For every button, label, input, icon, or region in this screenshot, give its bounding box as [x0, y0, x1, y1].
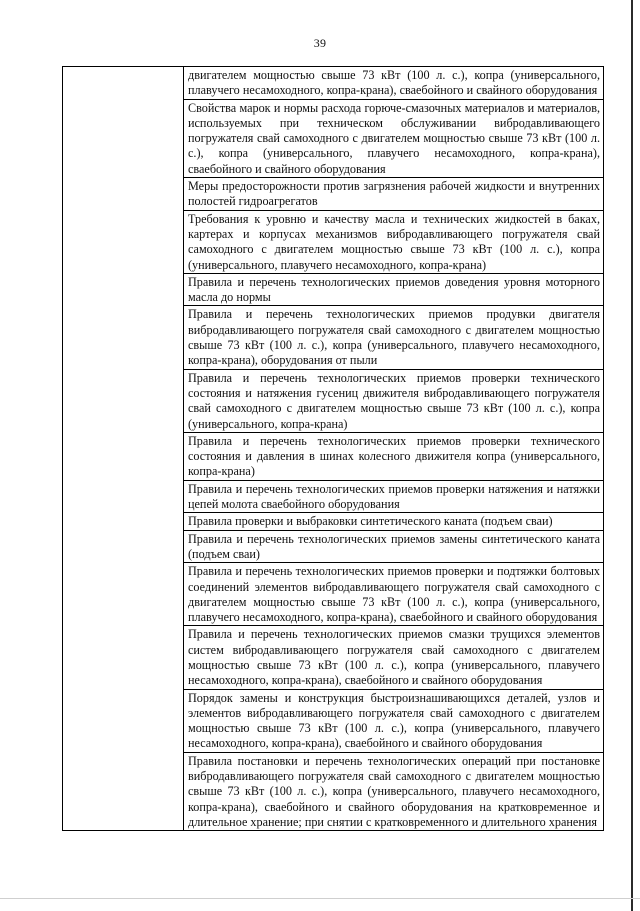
- requirements-table: [62, 66, 604, 831]
- table-row-item: Правила и перечень технологических приемов замены синтетического каната (подъем сваи): [184, 531, 603, 564]
- table-row-item: Правила и перечень технологических приемов проверки и подтяжки болтовых соединений элементов вибродавливающего погружателя свай самоходного с двигателем мощностью свыше 73 кВт (100 л. с.), копра (универсального, плавучего несамоходного, копра-крана), сваебойного и свайного оборудования: [184, 563, 603, 626]
- table-row-item: Правила проверки и выбраковки синтетического каната (подъем сваи): [184, 513, 603, 530]
- table-row-item: Порядок замены и конструкция быстроизнашивающихся деталей, узлов и элементов вибродавливающего погружателя свай самоходного с двигателем мощностью свыше 73 кВт (100 л. с.), копра (универсального, плавучего несамоходного, копра-крана), сваебойного и свайного оборудования: [184, 690, 603, 753]
- table-row-item: Правила и перечень технологических приемов проверки технического состояния и натяжения гусениц движителя вибродавливающего погружателя свай самоходного с двигателем мощностью свыше 73 кВт (100 л. с.), копра (универсального, копра-крана): [184, 370, 603, 433]
- table-row: [63, 67, 604, 831]
- table-row-item: Правила и перечень технологических приемов смазки трущихся элементов систем вибродавливающего погружателя свай самоходного с двигателем мощностью свыше 73 кВт (100 л. с.), копра (универсального, плавучего несамоходного, копра-крана), сваебойного и свайного оборудования: [184, 626, 603, 689]
- table-row-item: двигателем мощностью свыше 73 кВт (100 л. с.), копра (универсального, плавучего несамоходного, копра-крана), сваебойного и свайного оборудования: [184, 67, 603, 100]
- table-row-item: Правила и перечень технологических приемов проверки технического состояния и давления в шинах колесного движителя копра (универсального, копра-крана): [184, 433, 603, 481]
- table-row-item: Меры предосторожности против загрязнения рабочей жидкости и внутренних полостей гидроагрегатов: [184, 178, 603, 211]
- table-row-item: Требования к уровню и качеству масла и технических жидкостей в баках, картерах и корпусах механизмов вибродавливающего погружателя свай самоходного с двигателем мощностью свыше 73 кВт (100 л. с.), копра (универсального, плавучего несамоходного, копра-крана): [184, 211, 603, 274]
- table-row-item: Свойства марок и нормы расхода горюче-смазочных материалов и материалов, используемых при техническом обслуживании вибродавливающего погружателя свай самоходного с двигателем мощностью свыше 73 кВт (100 л. с.), копра (универсального, плавучего несамоходного, копра-крана), сваебойного и свайного оборудования: [184, 100, 603, 178]
- table-row-item: Правила и перечень технологических приемов доведения уровня моторного масла до нормы: [184, 274, 603, 307]
- page-number: 39: [313, 36, 327, 50]
- right-column-cell: [184, 67, 604, 831]
- table-row-item: Правила постановки и перечень технологических операций при постановке вибродавливающего погружателя свай самоходного с двигателем мощностью свыше 73 кВт (100 л. с.), копра (универсального, плавучего несамоходного, копра-крана), сваебойного и свайного оборудования на кратковременное и длительное хранение; при снятии с кратковременного и длительного хранения: [188, 753, 600, 829]
- scan-edge-shadow: [631, 0, 633, 911]
- table-row-item: Правила и перечень технологических приемов проверки натяжения и натяжки цепей молота сваебойного оборудования: [184, 481, 603, 514]
- left-column-cell: [63, 67, 184, 831]
- scan-bottom-line: [0, 898, 640, 899]
- table-row-item: Правила и перечень технологических приемов продувки двигателя вибродавливающего погружателя свай самоходного с двигателем мощностью свыше 73 кВт (100 л. с.), копра (универсального, плавучего несамоходного, копра-крана), оборудования от пыли: [184, 306, 603, 369]
